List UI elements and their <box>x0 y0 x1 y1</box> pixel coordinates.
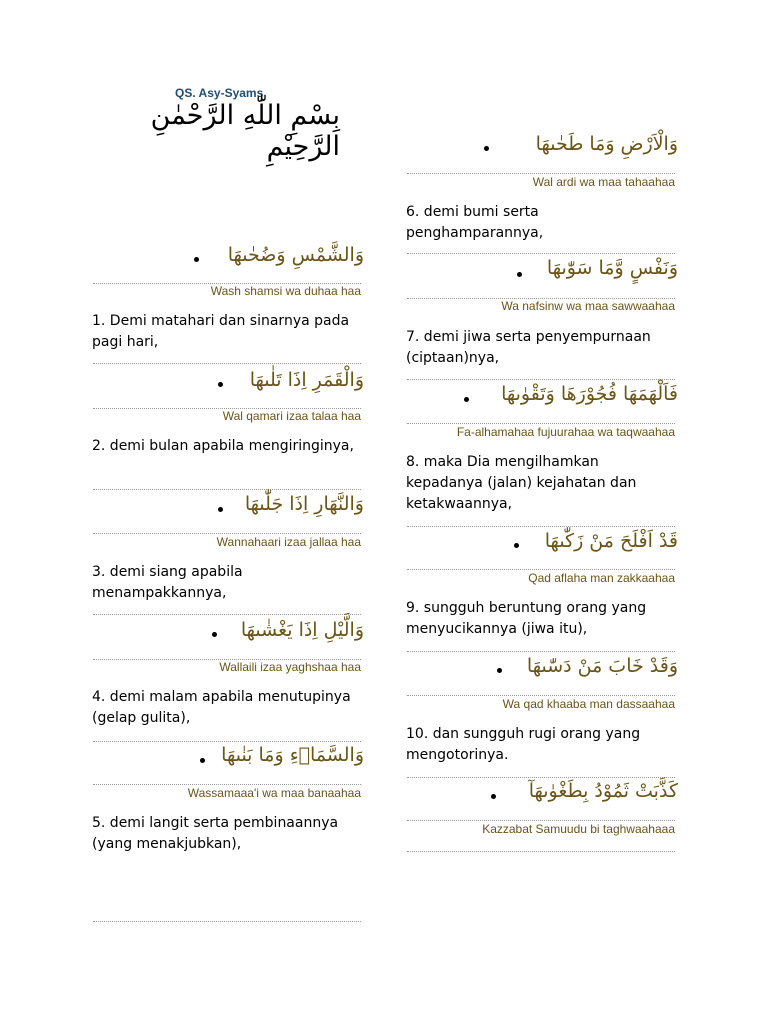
separator <box>93 784 361 785</box>
separator <box>93 363 361 364</box>
verse-end-dot <box>514 543 519 548</box>
verse-latin-4: Wallaili izaa yaghshaa haa <box>219 660 361 674</box>
separator <box>407 777 675 778</box>
separator <box>93 533 361 534</box>
verse-translation-1: 1. Demi matahari dan sinarnya pada pagi hari, <box>92 313 350 350</box>
verse-end-dot <box>218 382 223 387</box>
verse-translation-2: 2. demi bulan apabila mengiringinya, <box>92 438 354 454</box>
verse-arabic-8: فَاَلْهَمَهَا فُجُوْرَهَا وَتَقْوٰىهَا <box>501 383 678 405</box>
verse-translation-6: 6. demi bumi serta penghamparannya, <box>406 204 544 241</box>
verse-translation-3: 3. demi siang apabila menampakkannya, <box>92 564 243 601</box>
verse-latin-6: Wal ardi wa maa tahaahaa <box>532 175 675 189</box>
verse-translation-7: 7. demi jiwa serta penyempurnaan (ciptaan)nya, <box>406 329 651 366</box>
basmala: بِسْمِ اللّٰهِ الرَّحْمٰنِ الرَّحِيْمِ <box>150 100 340 162</box>
separator <box>407 695 675 696</box>
separator <box>93 614 361 615</box>
verse-arabic-1: وَالشَّمْسِ وَضُحٰىهَا <box>227 244 364 266</box>
verse-end-dot <box>491 794 496 799</box>
separator <box>407 651 675 652</box>
verse-end-dot <box>484 146 489 151</box>
separator <box>407 379 675 380</box>
verse-latin-10: Wa qad khaaba man dassaahaa <box>502 697 675 711</box>
verse-latin-2: Wal qamari izaa talaa haa <box>222 409 361 423</box>
verse-latin-9: Qad aflaha man zakkaahaa <box>528 571 675 585</box>
separator <box>93 741 361 742</box>
separator <box>93 921 361 922</box>
separator <box>407 851 675 852</box>
verse-translation-9: 9. sungguh beruntung orang yang menyucikannya (jiwa itu), <box>406 600 647 637</box>
separator <box>407 173 675 174</box>
surah-title: QS. Asy-Syams <box>175 86 264 100</box>
verse-translation-8: 8. maka Dia mengilhamkan kepadanya (jalan) kejahatan dan ketakwaannya, <box>406 454 637 512</box>
verse-arabic-7: وَنَفْسٍ وَّمَا سَوّٰىهَا <box>546 257 678 279</box>
verse-arabic-11: كَذَّبَتْ ثَمُوْدُ بِطَغْوٰىهَآ <box>528 780 678 802</box>
verse-arabic-2: وَالْقَمَرِ اِذَا تَلٰىهَا <box>249 369 364 391</box>
verse-end-dot <box>464 397 469 402</box>
verse-latin-3: Wannahaari izaa jallaa haa <box>216 535 361 549</box>
separator <box>407 423 675 424</box>
verse-arabic-5: وَالسَّمَاۤءِ وَمَا بَنٰىهَا <box>221 744 364 766</box>
verse-arabic-4: وَالَّيْلِ اِذَا يَغْشٰىهَا <box>240 619 364 641</box>
verse-translation-5: 5. demi langit serta pembinaannya (yang menakjubkan), <box>92 815 339 852</box>
separator <box>93 489 361 490</box>
verse-arabic-6: وَالْاَرْضِ وَمَا طَحٰىهَا <box>535 133 678 155</box>
verse-end-dot <box>517 272 522 277</box>
verse-end-dot <box>218 507 223 512</box>
verse-latin-7: Wa nafsinw wa maa sawwaahaa <box>501 299 675 313</box>
verse-latin-11: Kazzabat Samuudu bi taghwaahaaa <box>482 822 675 836</box>
verse-latin-1: Wash shamsi wa duhaa haa <box>210 284 361 298</box>
verse-latin-5: Wassamaaa'i wa maa banaahaa <box>187 786 361 800</box>
verse-end-dot <box>194 257 199 262</box>
verse-latin-8: Fa-alhamahaa fujuurahaa wa taqwaahaa <box>456 425 675 439</box>
separator <box>407 569 675 570</box>
verse-arabic-9: قَدْ اَفْلَحَ مَنْ زَكّٰىهَا <box>544 530 678 552</box>
verse-end-dot <box>200 758 205 763</box>
verse-end-dot <box>212 632 217 637</box>
verse-arabic-3: وَالنَّهَارِ اِذَا جَلّٰىهَا <box>244 493 364 515</box>
verse-translation-10: 10. dan sungguh rugi orang yang mengotorinya. <box>406 726 641 763</box>
separator <box>407 253 675 254</box>
separator <box>407 526 675 527</box>
verse-arabic-10: وَقَدْ خَابَ مَنْ دَسّٰىهَا <box>526 655 678 677</box>
verse-translation-4: 4. demi malam apabila menutupinya (gelap gulita), <box>92 689 351 726</box>
separator <box>407 820 675 821</box>
verse-end-dot <box>497 668 502 673</box>
